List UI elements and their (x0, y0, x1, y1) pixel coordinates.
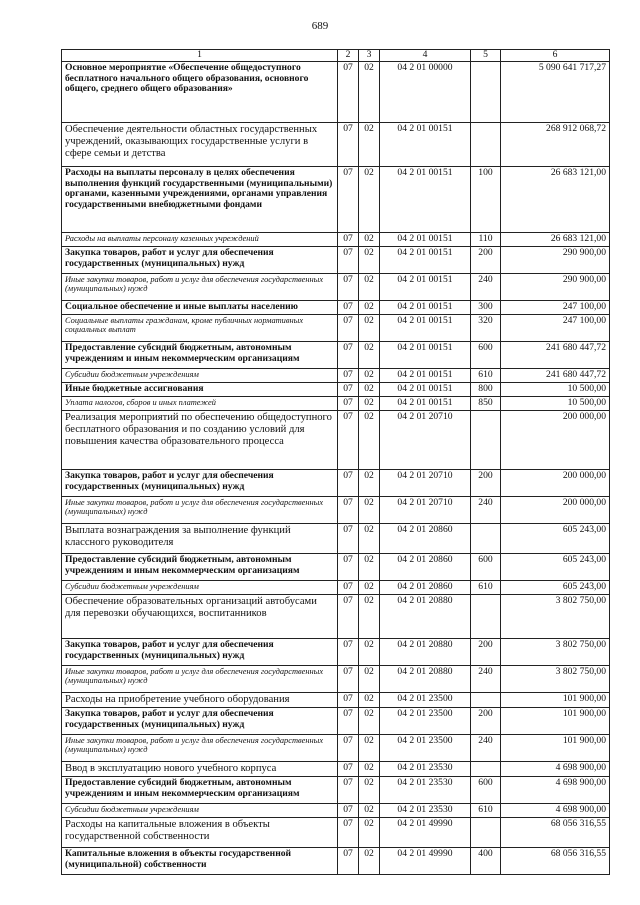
table-row (62, 167, 610, 233)
row-amount: 290 900,00 (501, 274, 610, 301)
row-expense-type (471, 524, 501, 554)
table-row (62, 581, 610, 595)
table-row (62, 123, 610, 167)
header-col-6: 6 (501, 50, 610, 62)
row-target-code: 04 2 01 20710 (380, 411, 471, 470)
row-expense-type: 610 (471, 369, 501, 383)
row-name: Социальное обеспечение и иные выплаты населению (62, 301, 338, 315)
row-amount: 26 683 121,00 (501, 167, 610, 233)
row-subsection: 02 (359, 167, 380, 233)
row-amount: 200 000,00 (501, 411, 610, 470)
table-row (62, 233, 610, 247)
header-col-2: 2 (338, 50, 359, 62)
row-section: 07 (338, 804, 359, 818)
table-row (62, 470, 610, 497)
row-section: 07 (338, 397, 359, 411)
row-expense-type: 200 (471, 708, 501, 735)
row-subsection: 02 (359, 397, 380, 411)
row-amount: 68 056 316,55 (501, 818, 610, 848)
row-target-code: 04 2 01 00151 (380, 301, 471, 315)
row-name: Субсидии бюджетным учреждениям (62, 369, 338, 383)
table-row (62, 639, 610, 666)
row-expense-type: 240 (471, 497, 501, 524)
table-row (62, 554, 610, 581)
row-section: 07 (338, 708, 359, 735)
row-name: Закупка товаров, работ и услуг для обеспечения государственных (муниципальных) нужд (62, 470, 338, 497)
table-row (62, 848, 610, 875)
row-name: Расходы на выплаты персоналу в целях обеспечения выполнения функций государственными (муниципальными) органами, казенными учреждениями, органами управления государственными внебюджетными фондами (62, 167, 338, 233)
table-row (62, 595, 610, 639)
row-name: Капитальные вложения в объекты государственной (муниципальной) собственности (62, 848, 338, 875)
table-row (62, 274, 610, 301)
header-col-3: 3 (359, 50, 380, 62)
row-amount: 241 680 447,72 (501, 342, 610, 369)
row-expense-type (471, 62, 501, 123)
row-subsection: 02 (359, 233, 380, 247)
row-section: 07 (338, 595, 359, 639)
row-section: 07 (338, 666, 359, 693)
row-target-code: 04 2 01 23530 (380, 762, 471, 777)
row-section: 07 (338, 342, 359, 369)
row-target-code: 04 2 01 00151 (380, 247, 471, 274)
table-row (62, 397, 610, 411)
row-amount: 290 900,00 (501, 247, 610, 274)
row-target-code: 04 2 01 00151 (380, 167, 471, 233)
row-amount: 605 243,00 (501, 581, 610, 595)
row-section: 07 (338, 247, 359, 274)
row-target-code: 04 2 01 23500 (380, 693, 471, 708)
row-expense-type: 110 (471, 233, 501, 247)
row-section: 07 (338, 639, 359, 666)
table-row (62, 735, 610, 762)
row-subsection: 02 (359, 497, 380, 524)
row-target-code: 04 2 01 00151 (380, 123, 471, 167)
row-expense-type: 320 (471, 315, 501, 342)
row-amount: 10 500,00 (501, 397, 610, 411)
row-subsection: 02 (359, 595, 380, 639)
row-name: Иные закупки товаров, работ и услуг для обеспечения государственных (муниципальных) нужд (62, 666, 338, 693)
row-target-code: 04 2 01 20710 (380, 470, 471, 497)
row-amount: 3 802 750,00 (501, 666, 610, 693)
row-subsection: 02 (359, 777, 380, 804)
row-amount: 4 698 900,00 (501, 804, 610, 818)
row-section: 07 (338, 693, 359, 708)
row-expense-type: 600 (471, 342, 501, 369)
row-name: Закупка товаров, работ и услуг для обеспечения государственных (муниципальных) нужд (62, 708, 338, 735)
row-subsection: 02 (359, 369, 380, 383)
table-row (62, 524, 610, 554)
row-name: Реализация мероприятий по обеспечению общедоступного бесплатного образования и по созданию условий для повышения качества образовательного процесса (62, 411, 338, 470)
row-expense-type: 400 (471, 848, 501, 875)
row-subsection: 02 (359, 735, 380, 762)
row-expense-type: 240 (471, 735, 501, 762)
row-subsection: 02 (359, 804, 380, 818)
header-col-5: 5 (471, 50, 501, 62)
table-row (62, 777, 610, 804)
row-subsection: 02 (359, 411, 380, 470)
row-target-code: 04 2 01 00151 (380, 369, 471, 383)
row-subsection: 02 (359, 123, 380, 167)
row-subsection: 02 (359, 470, 380, 497)
table-row (62, 383, 610, 397)
row-target-code: 04 2 01 20880 (380, 595, 471, 639)
row-subsection: 02 (359, 342, 380, 369)
row-subsection: 02 (359, 666, 380, 693)
row-expense-type: 240 (471, 274, 501, 301)
row-name: Закупка товаров, работ и услуг для обеспечения государственных (муниципальных) нужд (62, 639, 338, 666)
row-name: Иные бюджетные ассигнования (62, 383, 338, 397)
row-amount: 605 243,00 (501, 554, 610, 581)
row-subsection: 02 (359, 693, 380, 708)
row-section: 07 (338, 315, 359, 342)
budget-table (61, 49, 610, 875)
row-name: Обеспечение деятельности областных государственных учреждений, оказывающих государственные услуги в сфере семьи и детства (62, 123, 338, 167)
row-target-code: 04 2 01 23500 (380, 708, 471, 735)
row-amount: 101 900,00 (501, 693, 610, 708)
table-row (62, 708, 610, 735)
table-row (62, 62, 610, 123)
row-section: 07 (338, 818, 359, 848)
row-target-code: 04 2 01 00151 (380, 397, 471, 411)
row-section: 07 (338, 581, 359, 595)
table-row (62, 342, 610, 369)
row-expense-type (471, 762, 501, 777)
row-section: 07 (338, 762, 359, 777)
table-row (62, 804, 610, 818)
table-row (62, 497, 610, 524)
row-section: 07 (338, 735, 359, 762)
row-target-code: 04 2 01 20860 (380, 524, 471, 554)
row-expense-type: 800 (471, 383, 501, 397)
row-expense-type (471, 123, 501, 167)
row-section: 07 (338, 274, 359, 301)
row-subsection: 02 (359, 315, 380, 342)
page-number: 689 (311, 20, 329, 32)
row-subsection: 02 (359, 762, 380, 777)
table-row (62, 369, 610, 383)
row-expense-type: 600 (471, 554, 501, 581)
row-name: Расходы на выплаты персоналу казенных учреждений (62, 233, 338, 247)
row-target-code: 04 2 01 00151 (380, 233, 471, 247)
row-section: 07 (338, 62, 359, 123)
row-amount: 5 090 641 717,27 (501, 62, 610, 123)
row-subsection: 02 (359, 848, 380, 875)
table-header-row (62, 50, 610, 62)
row-amount: 268 912 068,72 (501, 123, 610, 167)
row-target-code: 04 2 01 20880 (380, 666, 471, 693)
row-target-code: 04 2 01 23500 (380, 735, 471, 762)
row-amount: 247 100,00 (501, 301, 610, 315)
row-name: Обеспечение образовательных организаций автобусами для перевозки обучающихся, воспитанников (62, 595, 338, 639)
row-amount: 10 500,00 (501, 383, 610, 397)
row-amount: 247 100,00 (501, 315, 610, 342)
header-col-1: 1 (62, 50, 338, 62)
row-section: 07 (338, 554, 359, 581)
row-section: 07 (338, 777, 359, 804)
row-expense-type (471, 595, 501, 639)
row-name: Основное мероприятие «Обеспечение общедоступного бесплатного начального общего образования, основного общего, среднего общего образования» (62, 62, 338, 123)
row-name: Выплата вознаграждения за выполнение функций классного руководителя (62, 524, 338, 554)
table-row (62, 818, 610, 848)
row-name: Предоставление субсидий бюджетным, автономным учреждениям и иным некоммерческим организациям (62, 342, 338, 369)
row-section: 07 (338, 411, 359, 470)
row-target-code: 04 2 01 00151 (380, 315, 471, 342)
row-target-code: 04 2 01 49990 (380, 818, 471, 848)
row-target-code: 04 2 01 20860 (380, 554, 471, 581)
row-target-code: 04 2 01 20860 (380, 581, 471, 595)
row-section: 07 (338, 233, 359, 247)
row-subsection: 02 (359, 581, 380, 595)
row-expense-type: 610 (471, 581, 501, 595)
row-subsection: 02 (359, 247, 380, 274)
row-target-code: 04 2 01 49990 (380, 848, 471, 875)
table-row (62, 315, 610, 342)
row-target-code: 04 2 01 00000 (380, 62, 471, 123)
row-section: 07 (338, 167, 359, 233)
row-subsection: 02 (359, 383, 380, 397)
row-subsection: 02 (359, 639, 380, 666)
row-target-code: 04 2 01 00151 (380, 383, 471, 397)
row-expense-type: 300 (471, 301, 501, 315)
row-section: 07 (338, 301, 359, 315)
row-name: Расходы на приобретение учебного оборудования (62, 693, 338, 708)
row-amount: 101 900,00 (501, 708, 610, 735)
row-section: 07 (338, 123, 359, 167)
row-section: 07 (338, 383, 359, 397)
row-subsection: 02 (359, 524, 380, 554)
row-section: 07 (338, 470, 359, 497)
row-amount: 241 680 447,72 (501, 369, 610, 383)
row-subsection: 02 (359, 708, 380, 735)
row-expense-type: 240 (471, 666, 501, 693)
row-subsection: 02 (359, 301, 380, 315)
row-target-code: 04 2 01 20880 (380, 639, 471, 666)
row-name: Ввод в эксплуатацию нового учебного корпуса (62, 762, 338, 777)
row-amount: 4 698 900,00 (501, 762, 610, 777)
row-target-code: 04 2 01 23530 (380, 777, 471, 804)
row-name: Иные закупки товаров, работ и услуг для обеспечения государственных (муниципальных) нужд (62, 274, 338, 301)
row-name: Социальные выплаты гражданам, кроме публичных нормативных социальных выплат (62, 315, 338, 342)
row-subsection: 02 (359, 274, 380, 301)
row-expense-type: 200 (471, 247, 501, 274)
row-subsection: 02 (359, 554, 380, 581)
row-expense-type: 100 (471, 167, 501, 233)
row-expense-type (471, 693, 501, 708)
row-amount: 3 802 750,00 (501, 595, 610, 639)
row-expense-type (471, 818, 501, 848)
row-target-code: 04 2 01 00151 (380, 274, 471, 301)
row-name: Закупка товаров, работ и услуг для обеспечения государственных (муниципальных) нужд (62, 247, 338, 274)
row-section: 07 (338, 524, 359, 554)
row-name: Субсидии бюджетным учреждениям (62, 581, 338, 595)
table-row (62, 247, 610, 274)
header-col-4: 4 (380, 50, 471, 62)
row-section: 07 (338, 369, 359, 383)
row-amount: 68 056 316,55 (501, 848, 610, 875)
row-name: Субсидии бюджетным учреждениям (62, 804, 338, 818)
row-amount: 4 698 900,00 (501, 777, 610, 804)
table-row (62, 666, 610, 693)
table-row (62, 693, 610, 708)
table-row (62, 411, 610, 470)
row-subsection: 02 (359, 818, 380, 848)
row-amount: 3 802 750,00 (501, 639, 610, 666)
row-expense-type: 610 (471, 804, 501, 818)
row-expense-type (471, 411, 501, 470)
row-name: Иные закупки товаров, работ и услуг для обеспечения государственных (муниципальных) нужд (62, 497, 338, 524)
row-name: Уплата налогов, сборов и иных платежей (62, 397, 338, 411)
row-section: 07 (338, 497, 359, 524)
row-amount: 200 000,00 (501, 470, 610, 497)
row-expense-type: 200 (471, 470, 501, 497)
row-amount: 26 683 121,00 (501, 233, 610, 247)
row-section: 07 (338, 848, 359, 875)
row-target-code: 04 2 01 00151 (380, 342, 471, 369)
table-row (62, 301, 610, 315)
row-target-code: 04 2 01 23530 (380, 804, 471, 818)
row-expense-type: 600 (471, 777, 501, 804)
row-expense-type: 200 (471, 639, 501, 666)
row-name: Расходы на капитальные вложения в объекты государственной собственности (62, 818, 338, 848)
row-expense-type: 850 (471, 397, 501, 411)
row-amount: 200 000,00 (501, 497, 610, 524)
table-row (62, 762, 610, 777)
row-name: Предоставление субсидий бюджетным, автономным учреждениям и иным некоммерческим организациям (62, 554, 338, 581)
row-name: Иные закупки товаров, работ и услуг для обеспечения государственных (муниципальных) нужд (62, 735, 338, 762)
row-name: Предоставление субсидий бюджетным, автономным учреждениям и иным некоммерческим организациям (62, 777, 338, 804)
row-amount: 101 900,00 (501, 735, 610, 762)
row-amount: 605 243,00 (501, 524, 610, 554)
row-target-code: 04 2 01 20710 (380, 497, 471, 524)
row-subsection: 02 (359, 62, 380, 123)
